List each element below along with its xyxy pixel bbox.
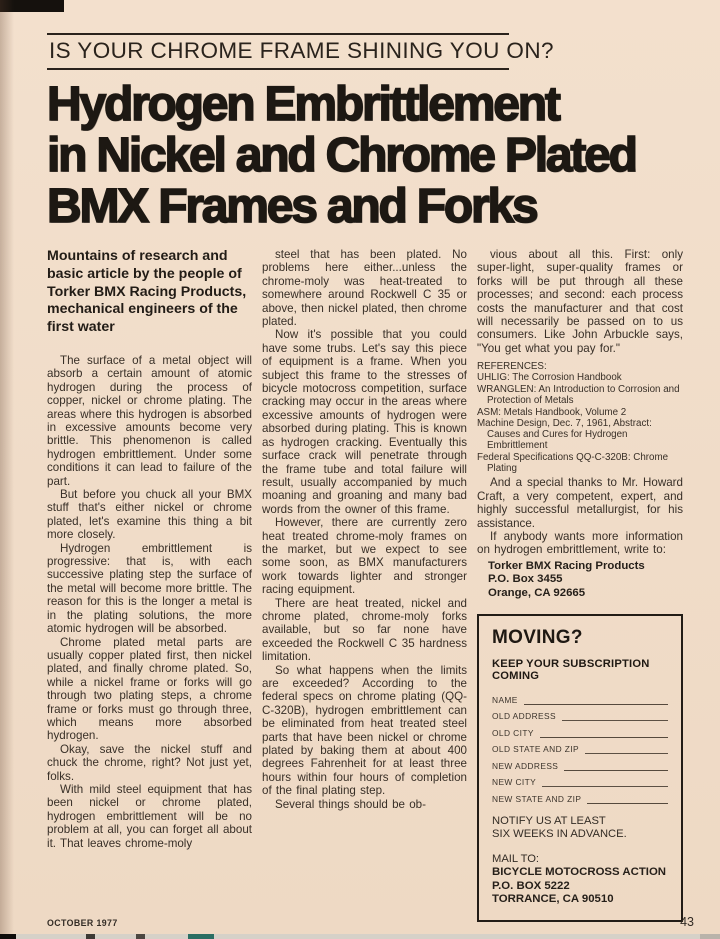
address-line: Torker BMX Racing Products [488,559,645,572]
paragraph: However, there are currently zero heat treated chrome-moly frames on the market, but we expect to see some soon, as BMX manufacturers work towards lighter and stronger racing equipment. [262,516,467,597]
reference-item: Machine Design, Dec. 7, 1961, Abstract: Causes and Cures for Hydrogen Embrittlement [477,418,652,452]
form-field-label: OLD ADDRESS [492,711,556,722]
page-binding-shadow [0,0,14,939]
intro-blurb: Mountains of research and basic article by the people of Torker BMX Racing Products, mechanical engineers of the first water [47,248,247,336]
references-label: REFERENCES: [477,361,547,373]
form-field-label: OLD CITY [492,727,534,738]
references-list [477,373,683,474]
form-blank-line [540,737,668,738]
title-line-2: in Nickel and Chrome Plated [47,129,636,182]
title-line-3: BMX Frames and Forks [47,180,537,233]
form-field-label: NEW CITY [492,777,537,788]
column-1 [47,248,252,922]
paragraph: And a special thanks to Mr. Howard Craft, a very competent, expert, and highly successful metallurgist, for his assistance. [477,476,683,530]
form-blank-line [564,770,668,771]
paragraph: But before you chuck all your BMX stuff that's either nickel or chrome plated, let's examine this thing a bit more closely. [47,488,252,542]
paragraph: Several things should be ob- [275,797,426,811]
page-content [47,33,683,922]
form-field-row [492,793,668,804]
edge-segment [188,934,214,939]
page-number: 43 [680,915,694,929]
notice-line: SIX WEEKS IN ADVANCE. [492,828,627,841]
form-blank-line [562,720,668,721]
form-blank-line [542,786,668,787]
article-title [47,79,683,232]
moving-box-subtitle: KEEP YOUR SUBSCRIPTION COMING [492,657,650,682]
torker-address [477,560,683,601]
address-line: Orange, CA 92665 [488,587,586,600]
paragraph: vious about all this. First: only super-light, super-quality frames or forks will be put through all these processes; and second: each process costs the manufacturer and that cost will necessarily be passed on to us consumers. Like John Arbuckle says, "You get what you pay for." [477,248,683,355]
issue-date: OCTOBER 1977 [47,918,118,928]
mail-to-label: MAIL TO: [492,852,540,865]
form-field-row [492,760,668,771]
mail-to-line: TORRANCE, CA 90510 [492,893,614,906]
next-page-edge [0,934,720,939]
reference-item: UHLIG: The Corrosion Handbook [477,372,622,384]
reference-item: ASM: Metals Handbook, Volume 2 [477,406,627,418]
paragraph: Okay, save the nickel stuff and chuck the chrome, right? Not just yet, folks. [47,742,252,783]
moving-box-form [492,694,668,804]
form-blank-line [585,753,668,754]
edge-segment [86,934,95,939]
column-1-paragraphs [47,354,252,850]
form-field-row [492,710,668,721]
address-line: P.O. Box 3455 [488,573,563,586]
moving-box-notice [492,815,668,842]
paragraph: Hydrogen embrittlement is progressive: that is, with each successive plating step the surface of the metal will become more brittle. The reason for this is the longer a metal is in the plating solutions, the more atomic hydrogen will be absorbed. [47,541,252,636]
mail-to-line: BICYCLE MOTOCROSS ACTION [492,866,667,879]
paragraph: steel that has been plated. No problems here either...unless the chrome-moly was heat-treated to somewhere around Rockwell C 35 or above, then nickel plated, then chrome plated. [262,248,467,329]
reference-item: WRANGLEN: An Introduction to Corrosion and Protection of Metals [477,384,680,406]
form-field-row [492,776,668,787]
column-3-paragraphs [477,248,683,355]
mail-to-address [492,866,668,906]
title-line-1: Hydrogen Embrittlement [47,78,559,131]
notice-line: NOTIFY US AT LEAST [492,814,606,827]
edge-segment [0,934,16,939]
form-field-row [492,727,668,738]
form-field-label: OLD STATE AND ZIP [492,744,579,755]
form-field-row [492,694,668,705]
form-field-label: NAME [492,694,518,705]
form-field-label: NEW ADDRESS [492,760,559,771]
form-blank-line [524,704,668,705]
column-3 [477,248,683,922]
mail-to-line: P.O. BOX 5222 [492,879,570,892]
edge-segment [136,934,145,939]
moving-box-title: MOVING? [492,626,583,648]
column-2 [262,248,467,922]
page-edge-mark [0,0,64,12]
column-2-paragraphs [262,248,467,811]
paragraph: Now it's possible that you could have some trubs. Let's say this piece of equipment is a frame. When you subject this frame to the stresses of bicycle motocross competition, surface cracking may occur in the areas where excessive amounts of hydrogen were absorbed during plating. This is known as hydrogen cracking. Eventually this surface crack will penetrate through the frame tube and total failure will result, usually accompanied by much moaning and groaning and many bad words from the owner of this frame. [262,328,467,516]
form-blank-line [587,803,668,804]
reference-item: Federal Specifications QQ-C-320B: Chrome Plating [477,451,669,474]
paragraph: So what happens when the limits are exceeded? According to the federal specs on chrome plating (QQ-C-320B), hydrogen embrittlement can be eliminated from heat treated steel parts that have been nickel or chrome plated by baking them at about 400 degrees Fahrenheit for at least three hours within four hours of completion of the final plating step. [262,663,467,798]
paragraph: With mild steel equipment that has been nickel or chrome plated, hydrogen embrittlement will be no problem at all, you can forget all about it. That leaves chrome-moly [47,782,252,850]
page-footer [47,915,694,929]
moving-subscription-box [477,614,683,922]
form-field-row [492,743,668,754]
edge-segment [700,934,720,939]
paragraph: If anybody wants more information on hydrogen embrittlement, write to: [477,530,683,557]
paragraph: Chrome plated metal parts are usually copper plated first, then nickel plated, and finally chrome plated. So, while a nickel frame or forks will go through two plating steps, a chrome frame or forks must go through three, which means more absorbed hydrogen. [47,635,252,743]
paragraph: There are heat treated, nickel and chrome plated, chrome-moly forks available, but so far none have exceeded the Rockwell C 35 hardness limitation. [262,596,467,664]
form-field-label: NEW STATE AND ZIP [492,793,582,804]
paragraph: The surface of a metal object will absorb a certain amount of atomic hydrogen during the process of copper, nickel or chrome plating. The areas where this hydrogen is absorbed in excessive amounts become very brittle. This phenomenon is called hydrogen embrittlement. Under some conditions it can lead to failure of the part. [47,353,252,488]
column-3-closing-paragraphs [477,476,683,556]
kicker-tagline: IS YOUR CHROME FRAME SHINING YOU ON? [47,33,509,70]
article-columns [47,248,683,922]
